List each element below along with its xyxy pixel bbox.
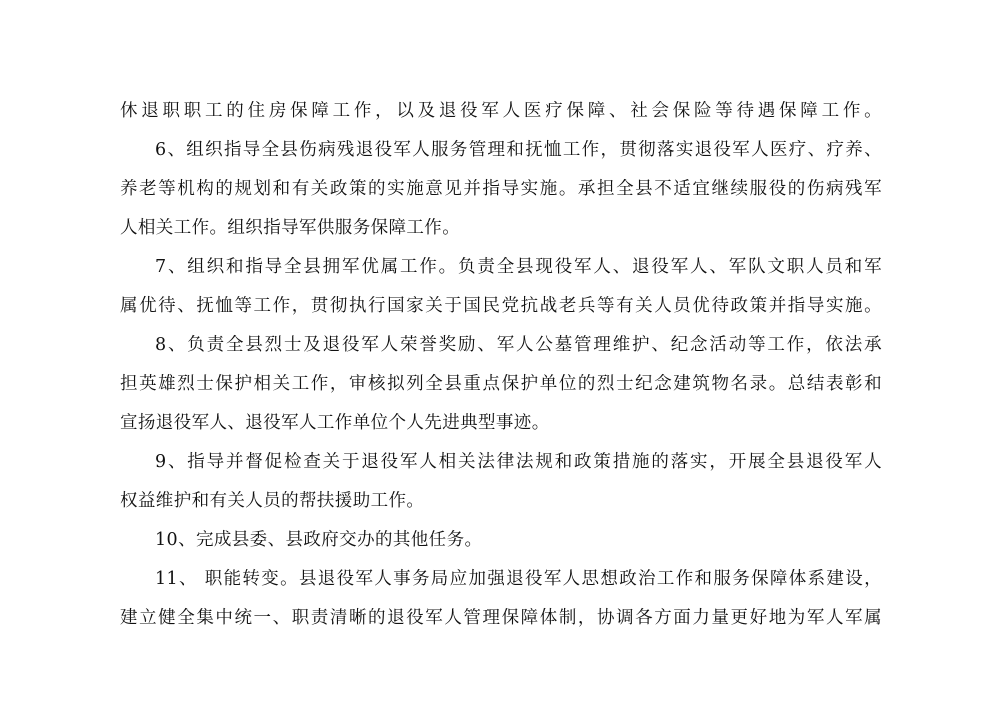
text-line: 7、组织和指导全县拥军优属工作。负责全县现役军人、退役军人、军队文职人员和军 bbox=[155, 257, 882, 277]
text-line: 属优待、抚恤等工作，贯彻执行国家关于国民党抗战老兵等有关人员优待政策并指导实施。 bbox=[120, 296, 882, 316]
body-text bbox=[120, 92, 882, 638]
text-line: 9、指导并督促检查关于退役军人相关法律法规和政策措施的落实，开展全县退役军人 bbox=[155, 452, 882, 472]
text-line: 养老等机构的规划和有关政策的实施意见并指导实施。承担全县不适宜继续服役的伤病残军 bbox=[120, 179, 882, 199]
text-line: 建立健全集中统一、职责清晰的退役军人管理保障体制，协调各方面力量更好地为军人军属 bbox=[120, 608, 882, 628]
text-line: 11、 职能转变。县退役军人事务局应加强退役军人思想政治工作和服务保障体系建设， bbox=[155, 569, 882, 589]
text-line: 10、完成县委、县政府交办的其他任务。 bbox=[155, 530, 483, 550]
text-line: 权益维护和有关人员的帮扶援助工作。 bbox=[120, 491, 425, 511]
text-line: 担英雄烈士保护相关工作，审核拟列全县重点保护单位的烈士纪念建筑物名录。总结表彰和 bbox=[120, 374, 882, 394]
text-line: 8、负责全县烈士及退役军人荣誉奖励、军人公墓管理维护、纪念活动等工作，依法承 bbox=[155, 335, 882, 355]
text-line: 宣扬退役军人、退役军人工作单位个人先进典型事迹。 bbox=[120, 413, 550, 433]
text-line: 6、组织指导全县伤病残退役军人服务管理和抚恤工作，贯彻落实退役军人医疗、疗养、 bbox=[155, 140, 882, 160]
text-line: 休退职职工的住房保障工作，以及退役军人医疗保障、社会保险等待遇保障工作。 bbox=[120, 101, 882, 121]
text-line: 人相关工作。组织指导军供服务保障工作。 bbox=[120, 218, 461, 238]
